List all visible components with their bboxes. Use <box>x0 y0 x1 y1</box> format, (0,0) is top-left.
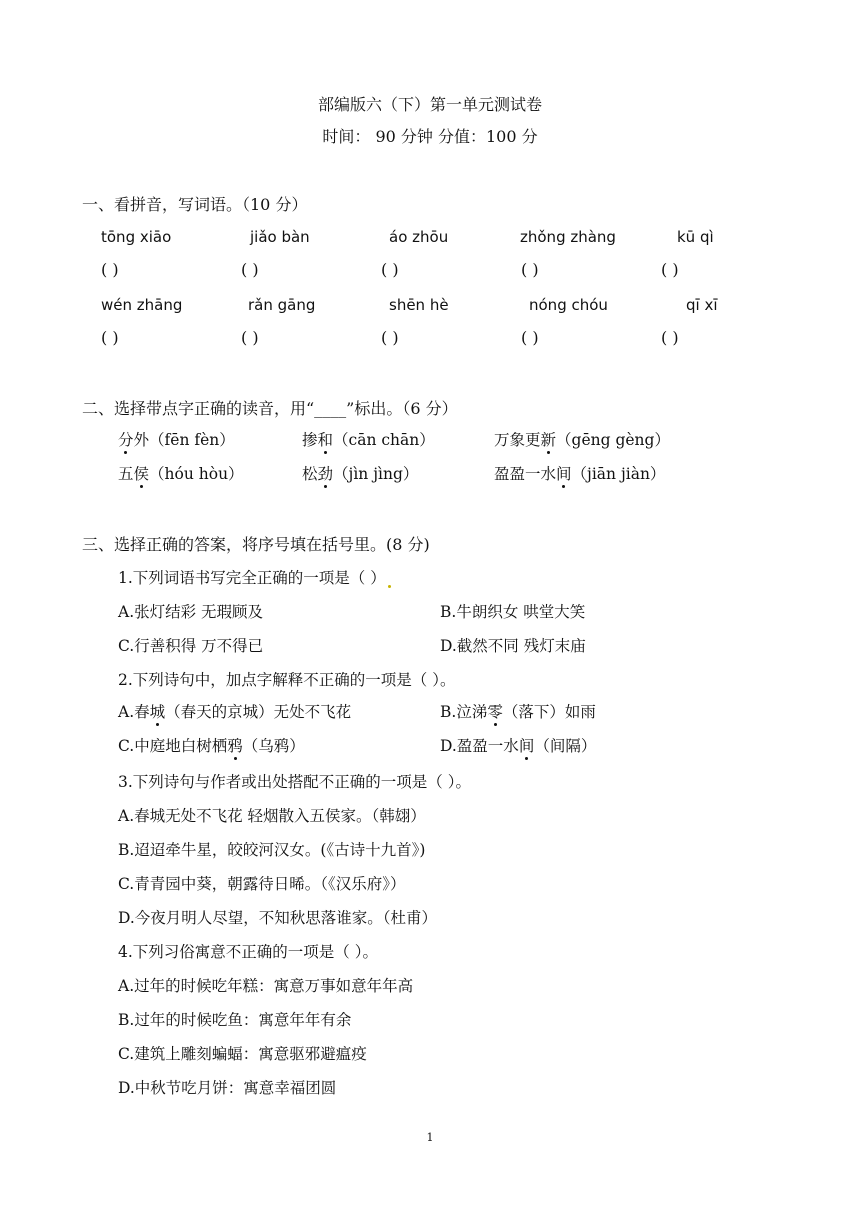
dotted-char: 新 <box>541 428 557 450</box>
answer-blank[interactable]: ( ) <box>101 260 119 279</box>
section-2-heading: 二、选择带点字正确的读音，用“____”标出。（6 分） <box>82 399 458 418</box>
question-3: 3.下列诗句与作者或出处搭配不正确的一项是（ ）。 <box>118 773 471 791</box>
answer-blank[interactable]: ( ) <box>521 328 539 347</box>
question-1: 1.下列词语书写完全正确的一项是（ ） <box>118 566 391 588</box>
answer-blank[interactable]: ( ) <box>101 328 119 347</box>
pinyin-2-2: rǎn gāng <box>248 296 316 314</box>
q3-option-d: D.今夜月明人尽望，不知秋思落谁家。（杜甫） <box>118 909 438 927</box>
pinyin-2-4: nóng chóu <box>529 296 608 314</box>
dotted-char: 分 <box>118 428 134 450</box>
answer-blank[interactable]: ( ) <box>241 328 259 347</box>
page-number: 1 <box>426 1131 434 1144</box>
dotted-char: 零 <box>487 700 503 722</box>
dotted-char: 侯 <box>134 462 150 484</box>
answer-blank[interactable]: ( ) <box>661 260 679 279</box>
q3-option-b: B.迢迢牵牛星，皎皎河汉女。(《古诗十九首》) <box>118 841 426 859</box>
dotted-char: 和 <box>318 428 334 450</box>
dotted-char: 劲 <box>318 462 334 484</box>
mark-dot <box>388 585 391 588</box>
question-2: 2.下列诗句中，加点字解释不正确的一项是（ ）。 <box>118 671 456 689</box>
pinyin-1-3: áo zhōu <box>389 228 449 246</box>
pinyin-1-1: tōng xiāo <box>101 228 172 246</box>
q1-option-b: B.牛朗织女 哄堂大笑 <box>440 603 586 621</box>
dotted-char: 城 <box>150 700 166 722</box>
dotted-char: 间 <box>556 462 572 484</box>
answer-blank[interactable]: ( ) <box>381 260 399 279</box>
section-3-heading: 三、选择正确的答案，将序号填在括号里。(8 分) <box>82 535 430 554</box>
answer-blank[interactable]: ( ) <box>381 328 399 347</box>
reading-item-5: 松劲（jìn jìng） <box>302 462 418 484</box>
q2-option-d: D.盈盈一水间（间隔） <box>440 734 596 756</box>
pinyin-1-2: jiǎo bàn <box>250 228 310 246</box>
reading-item-6: 盈盈一水间（jiān jiàn） <box>494 462 665 484</box>
reading-item-1: 分外（fēn fèn） <box>118 428 235 450</box>
answer-blank[interactable]: ( ) <box>521 260 539 279</box>
q4-option-a: A.过年的时候吃年糕：寓意万事如意年年高 <box>118 977 414 995</box>
dotted-char: 间 <box>519 734 535 756</box>
q1-option-d: D.截然不同 残灯末庙 <box>440 637 586 655</box>
q2-option-c: C.中庭地白树栖鸦（乌鸦） <box>118 734 305 756</box>
pinyin-2-1: wén zhāng <box>101 296 183 314</box>
pinyin-2-5: qī xī <box>686 296 718 314</box>
pinyin-1-4: zhǒng zhàng <box>520 228 616 246</box>
q1-option-a: A.张灯结彩 无瑕顾及 <box>118 603 264 621</box>
dotted-char: 鸦 <box>227 734 243 756</box>
q3-option-c: C.青青园中葵，朝露待日晞。（《汉乐府》） <box>118 875 406 893</box>
answer-blank[interactable]: ( ) <box>661 328 679 347</box>
section-1-heading: 一、看拼音，写词语。（10 分） <box>82 195 308 214</box>
question-4: 4.下列习俗寓意不正确的一项是（ ）。 <box>118 943 378 961</box>
pinyin-2-3: shēn hè <box>389 296 449 314</box>
q2-option-b: B.泣涕零（落下）如雨 <box>440 700 596 722</box>
q3-option-a: A.春城无处不飞花 轻烟散入五侯家。（韩翃） <box>118 807 426 825</box>
q2-option-a: A.春城（春天的京城）无处不飞花 <box>118 700 351 722</box>
q1-option-c: C.行善积得 万不得已 <box>118 637 264 655</box>
page-subtitle: 时间： 90 分钟 分值：100 分 <box>322 127 538 146</box>
q4-option-d: D.中秋节吃月饼：寓意幸福团圆 <box>118 1079 337 1097</box>
q4-option-b: B.过年的时候吃鱼：寓意年年有余 <box>118 1011 352 1029</box>
q4-option-c: C.建筑上雕刻蝙蝠：寓意驱邪避瘟疫 <box>118 1045 367 1063</box>
pinyin-1-5: kū qì <box>677 228 714 246</box>
reading-item-4: 五侯（hóu hòu） <box>118 462 244 484</box>
reading-item-2: 掺和（cān chān） <box>302 428 435 450</box>
answer-blank[interactable]: ( ) <box>241 260 259 279</box>
page-title: 部编版六（下）第一单元测试卷 <box>317 95 542 114</box>
reading-item-3: 万象更新（gēng gèng） <box>494 428 670 450</box>
